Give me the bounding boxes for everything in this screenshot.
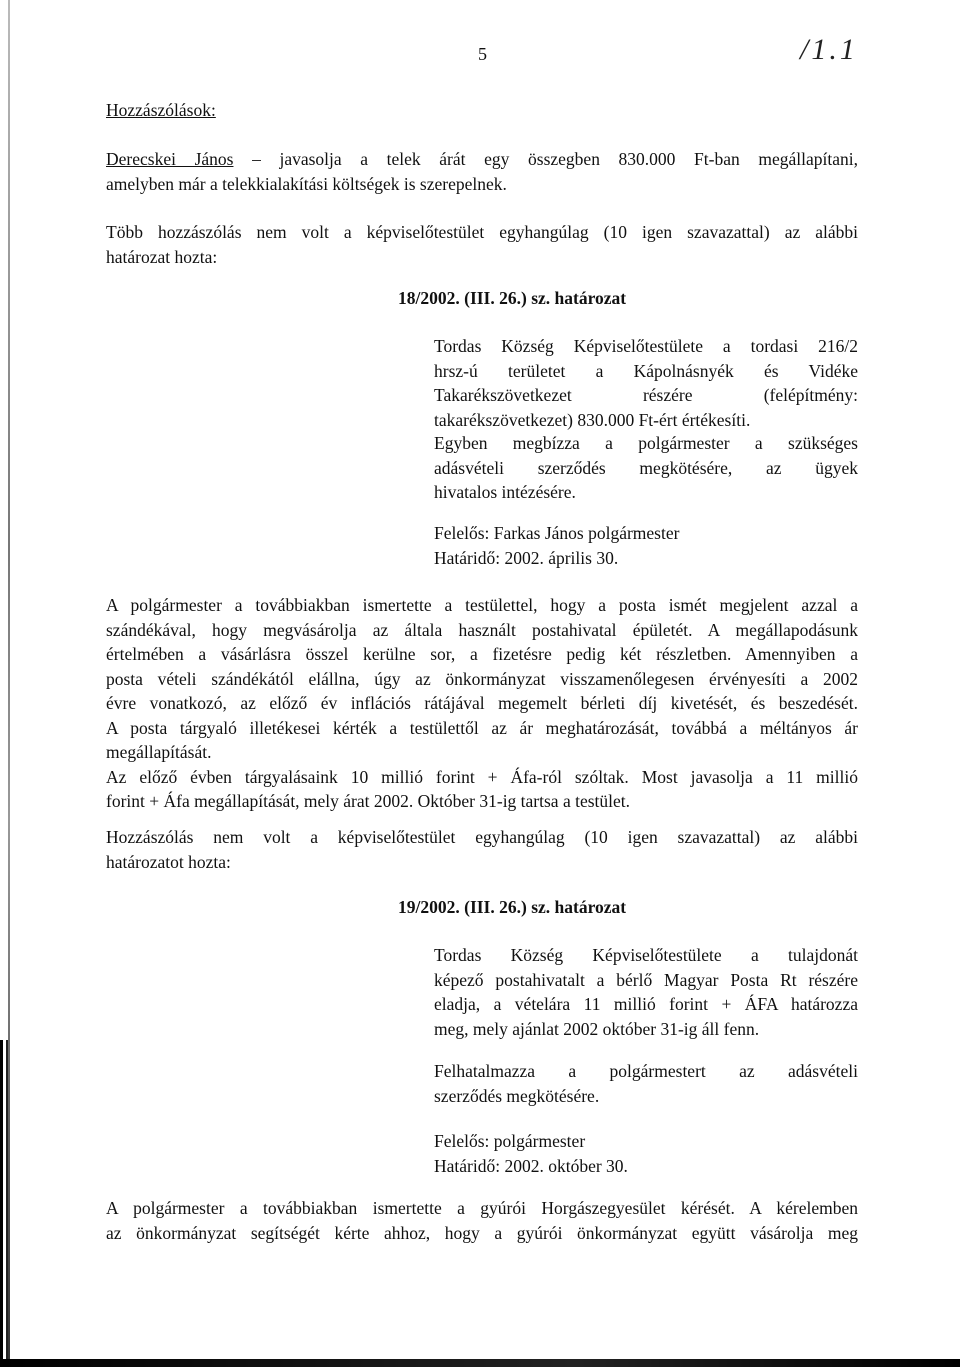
resolution-2-meta	[434, 1129, 858, 1178]
resolution-2-para-1: Tordas Község Képviselőtestülete a tulajdonát képező postahivatalt a bérlő Magyar Posta Rt részére eladja, a vételára 11 millió forint + ÁFA határozza meg, mely ajánlat 2002 október 31-ig áll fenn.	[434, 945, 858, 1039]
speaker-name: Derecskei János	[106, 149, 234, 169]
deadline: Határidő: 2002. október 30.	[434, 1155, 628, 1176]
resolution-2-title: 19/2002. (III. 26.) sz. határozat	[398, 897, 627, 917]
intro-resolution-1: Több hozzászólás nem volt a képviselőtestület egyhangúlag (10 igen szavazattal) az alábbi határozat hozta:	[106, 222, 858, 267]
scan-edge-bottom	[0, 1359, 960, 1367]
resolution-2-para-2: Felhatalmazza a polgármestert az adásvételi szerződés megkötésére.	[434, 1061, 858, 1106]
resolution-1-title: 18/2002. (III. 26.) sz. határozat	[398, 288, 627, 308]
deadline: Határidő: 2002. április 30.	[434, 547, 619, 568]
handwritten-page-mark: /1.1	[800, 33, 858, 66]
mayor-report: A polgármester a továbbiakban ismertette a testülettel, hogy a posta ismét megjelent azzal a szándékával, hogy megvásárolja az általa használt postahivatal épületét. A megállapodásunk értelmében a vásárlásra összel kerülne sor, a fizetésre pedig két részletben. Amennyiben a posta vételi szándékától elállna, úgy az önkormányzat visszamenőlegesen érvényesíti a 2002 évre vonatkozó, az előző év inflációs rátájával megemelt bérleti díj kivetését, és beszedését. A posta tárgyaló illetékesei kérték a testülettől az ár meghatározását, továbbá a méltányos ár megállapítását. Az előző évben tárgyalásaink 10 millió forint + Áfa-ról szóltak. Most javasolja a 11 millió forint + Áfa megállapítását, mely árat 2002. Október 31-ig tartsa a testület.	[106, 595, 858, 811]
intro-resolution-2: Hozzászólás nem volt a képviselőtestület egyhangúlag (10 igen szavazattal) az alábbi határozatot hozta:	[106, 827, 858, 872]
comment-line-2: amelyben már a telekkialakítási költségek is szerepelnek.	[106, 173, 507, 194]
page-number: 5	[478, 44, 487, 64]
resolution-1-para-1: Tordas Község Képviselőtestülete a tordasi 216/2 hrsz-ú területet a Kápolnásnyék és Vidéke Takarékszövetkezet részére (felépítmény: takarékszövetkezet) 830.000 Ft-ért értékesíti.	[434, 336, 858, 430]
comment-derecskei	[106, 147, 858, 196]
resolution-1-para-2: Egyben megbízza a polgármester a szükséges adásvételi szerződés megkötésére, az ügyek hivatalos intézésére.	[434, 433, 858, 502]
closing-paragraph: A polgármester a továbbiakban ismertette a gyúrói Horgászegyesület kérését. A kérelemben az önkormányzat segítségét kérte ahhoz, hogy a gyúrói önkormányzat együtt vásárolja meg	[106, 1198, 858, 1243]
resolution-1-meta	[434, 521, 858, 570]
comment-line-1: Derecskei János – javasolja a telek árát egy összegben 830.000 Ft-ban megállapítani,	[106, 149, 858, 169]
responsible: Felelős: polgármester	[434, 1131, 586, 1151]
scan-edge-marks	[0, 1040, 14, 1367]
comments-heading: Hozzászólások:	[106, 100, 216, 120]
responsible: Felelős: Farkas János polgármester	[434, 523, 680, 543]
